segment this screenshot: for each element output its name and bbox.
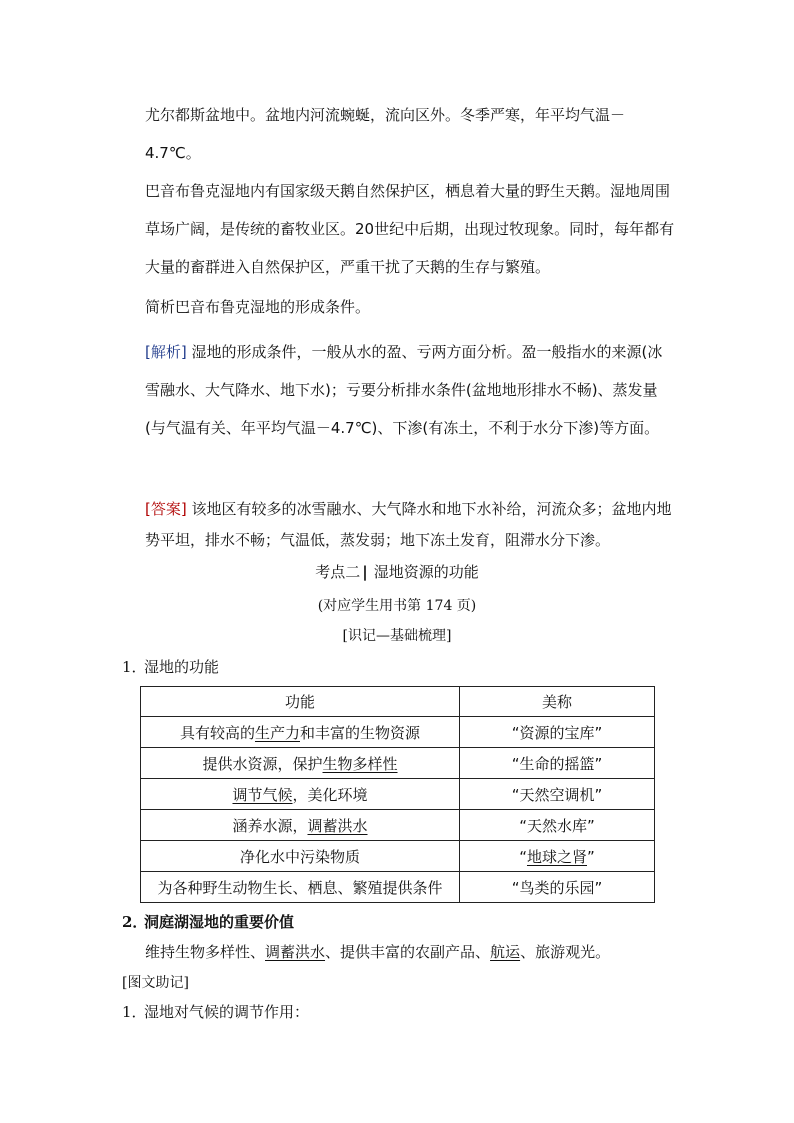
cell-text: 提供水资源，保护 [202, 754, 323, 773]
page-reference: (对应学生用书第 174 页) [317, 598, 477, 614]
table-row [141, 810, 655, 841]
table-cell-function [141, 748, 460, 779]
section-heading [0, 561, 794, 583]
heading-text: 湿地对气候的调节作用： [144, 1003, 310, 1021]
value-text: 、旅游观光。 [520, 943, 611, 961]
value-underlined: 航运 [490, 943, 521, 961]
table-cell-name: “天然空调机” [460, 779, 655, 810]
table-header-function: 功能 [141, 687, 460, 717]
paragraph-basin: 尤尔都斯盆地中。盆地内河流蜿蜒，流向区外。冬季严寒，年平均气温－4.7℃。 [145, 106, 626, 162]
answer-paragraph [145, 494, 675, 556]
heading-number: 1． [122, 658, 147, 676]
table-cell-name: “鸟类的乐园” [460, 872, 655, 903]
tuwen-label: [图文助记] [122, 975, 189, 991]
heading-text: 湿地的功能 [144, 658, 220, 676]
analysis-tag: [解析] [145, 343, 187, 361]
table-cell-function: 为各种野生动物生长、栖息、繁殖提供条件 [141, 872, 460, 903]
cell-underlined: 调蓄洪水 [307, 816, 368, 835]
table-header-name: 美称 [460, 687, 655, 717]
cell-text: 具有较高的 [179, 723, 255, 742]
paragraph-bayinbuluke: 巴音布鲁克湿地内有国家级天鹅自然保护区，栖息着大量的野生天鹅。湿地周围草场广阔，是传统的畜牧业区。20世纪中后期，出现过牧现象。同时，每年都有大量的畜群进入自然保护区，严重干扰了天鹅的生存与繁殖。 [145, 182, 675, 276]
functions-table [140, 686, 655, 903]
table-row [141, 717, 655, 748]
table-row [141, 841, 655, 872]
cell-underlined: 生产力 [254, 723, 300, 742]
analysis-paragraph [145, 333, 675, 447]
subsection-label: [识记—基础梳理] [342, 628, 452, 644]
cell-text: “ [519, 847, 527, 866]
value-underlined: 调蓄洪水 [265, 943, 326, 961]
kaodian-title: 湿地资源的功能 [373, 563, 479, 581]
cell-underlined: 调节气候 [232, 785, 293, 804]
table-header-row [141, 687, 655, 717]
table-cell-function [141, 779, 460, 810]
heading-text: 洞庭湖湿地的重要价值 [144, 913, 295, 931]
table-cell-name [460, 841, 655, 872]
table-cell-function [141, 717, 460, 748]
table-cell-name: “资源的宝库” [460, 717, 655, 748]
value-text: 、提供丰富的农副产品、 [325, 943, 491, 961]
cell-text: 涵养水源， [232, 816, 308, 835]
cell-text: ” [587, 847, 595, 866]
heading-climate-regulation [122, 1001, 309, 1023]
kaodian-bar: | [362, 563, 368, 581]
cell-text: 和丰富的生物资源 [300, 723, 421, 742]
table-cell-name: “天然水库” [460, 810, 655, 841]
table-row [141, 872, 655, 903]
cell-underlined: 地球之肾 [526, 847, 587, 866]
table-cell-function: 净化水中污染物质 [141, 841, 460, 872]
answer-tag: [答案] [145, 500, 187, 518]
heading-wetland-functions [122, 656, 219, 678]
table-cell-function [141, 810, 460, 841]
kaodian-label: 考点二 [315, 563, 361, 581]
table-row [141, 748, 655, 779]
heading-number: 2． [122, 913, 148, 931]
heading-number: 1． [122, 1003, 147, 1021]
cell-text: ，美化环境 [292, 785, 368, 804]
answer-text: 该地区有较多的冰雪融水、大气降水和地下水补给，河流众多；盆地内地势平坦，排水不畅；气温低，蒸发弱；地下冻土发育，阻滞水分下渗。 [145, 500, 672, 549]
cell-underlined: 生物多样性 [322, 754, 398, 773]
table-row [141, 779, 655, 810]
value-line [145, 941, 610, 963]
table-cell-name: “生命的摇篮” [460, 748, 655, 779]
heading-dongting-value [122, 911, 294, 933]
question-text: 简析巴音布鲁克湿地的形成条件。 [145, 298, 371, 316]
value-text: 维持生物多样性、 [145, 943, 266, 961]
analysis-text: 湿地的形成条件，一般从水的盈、亏两方面分析。盈一般指水的来源(冰雪融水、大气降水、地下水)；亏要分析排水条件(盆地地形排水不畅)、蒸发量(与气温有关、年平均气温－4.7℃)、下渗(有冻土，不利于水分下渗)等方面。 [145, 343, 663, 437]
